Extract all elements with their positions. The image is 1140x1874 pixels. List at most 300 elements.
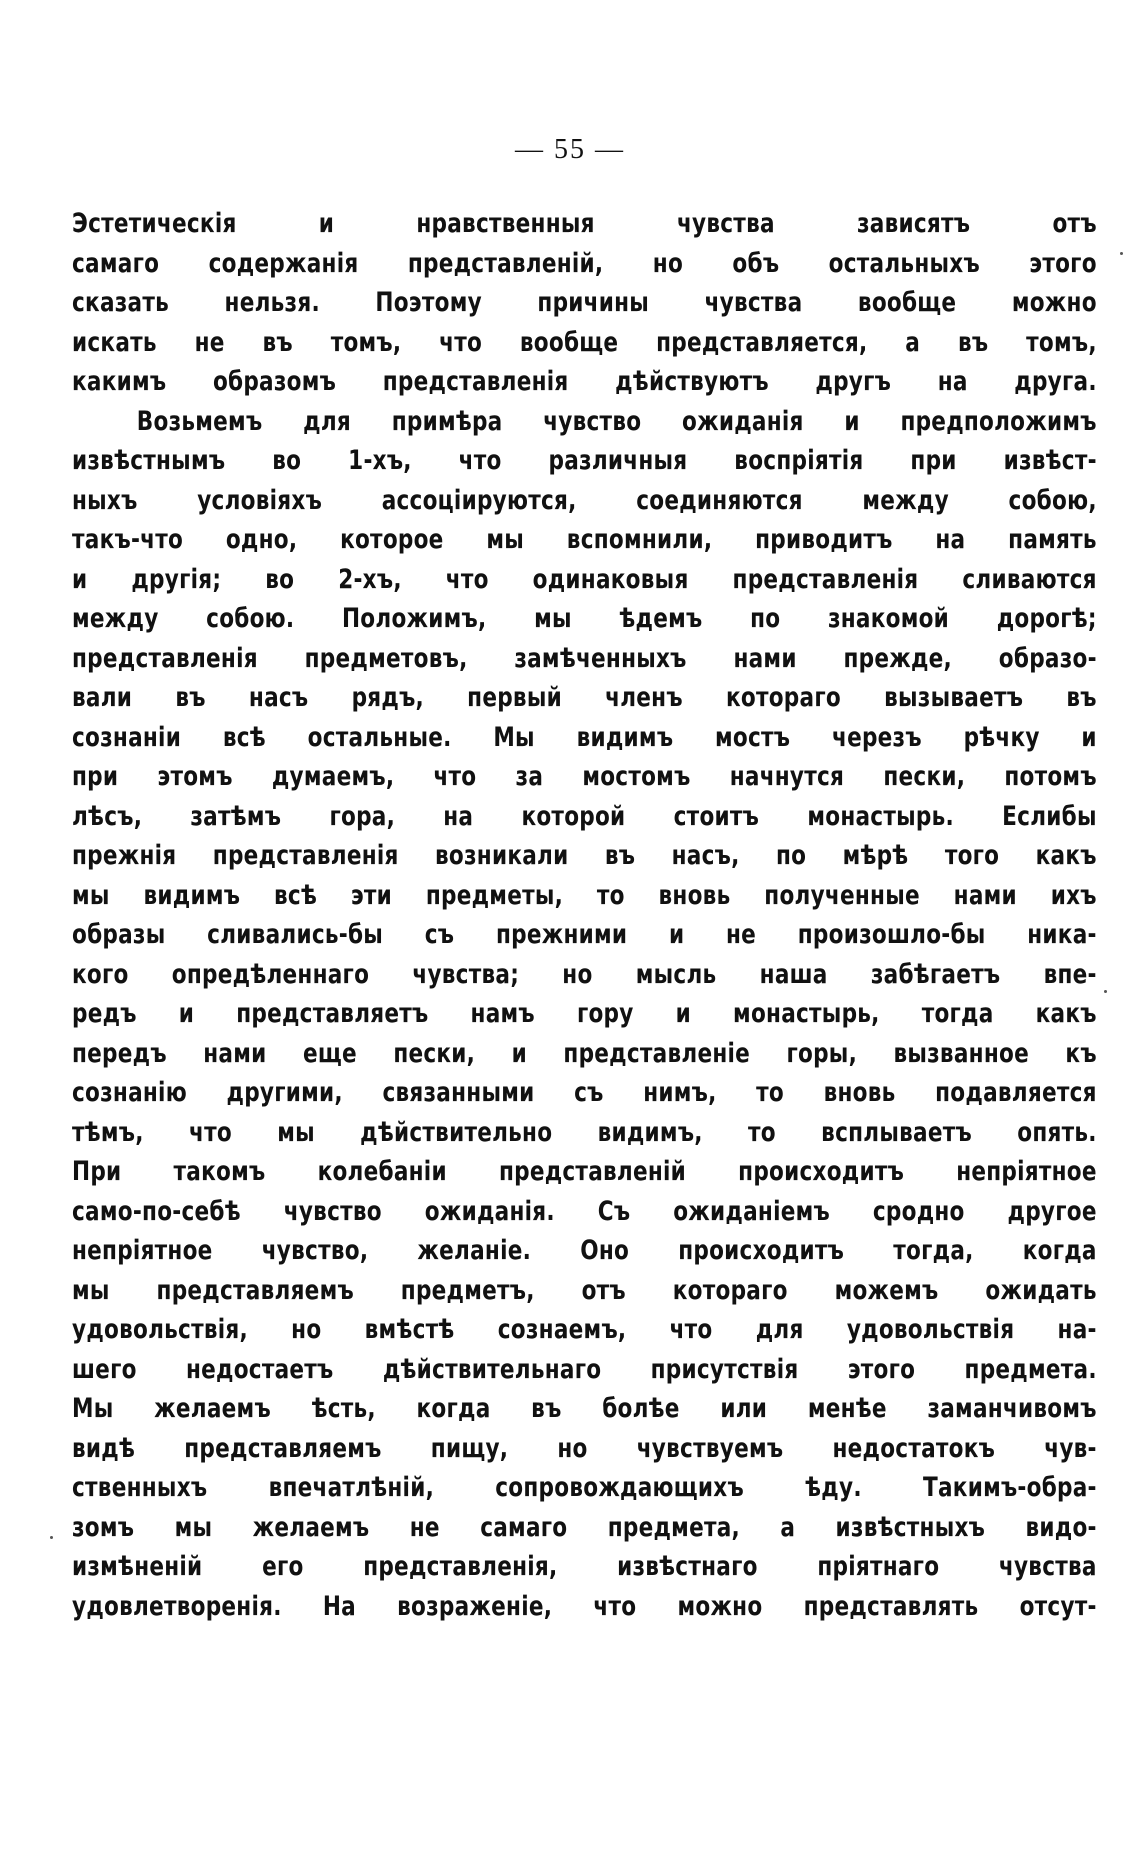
word: На [322,1590,356,1622]
word: видимъ [143,879,241,911]
word: видимъ [576,721,674,753]
word: причины [537,287,650,318]
word: нравственныя [416,208,595,239]
word: насъ [248,682,309,713]
word: такъ-что [72,524,184,555]
word: передъ [72,1037,167,1069]
word: представленія, [363,1551,558,1582]
word: и [178,998,195,1029]
word: котораго [672,1274,788,1306]
word: чувства [704,287,803,318]
word: что [445,563,489,595]
text-line [72,204,1097,244]
word: чувства [998,1551,1097,1582]
word: Такимъ-обра- [923,1472,1097,1503]
word: для [303,405,351,437]
word: вали [72,682,133,713]
page-number: — 55 — [515,134,625,165]
print-speck [1104,990,1107,993]
word: чувства [676,208,775,239]
word: удовлетворенія. [72,1590,282,1622]
word: образо- [998,642,1097,674]
word: представленія [732,563,919,595]
word: между [862,484,949,516]
word: монастырь, [733,998,880,1029]
word: удовольствія, [72,1314,248,1345]
word: и [72,563,88,595]
word: желаніе. [417,1235,532,1266]
word: ственныхъ [72,1472,208,1503]
text-line [72,678,1097,718]
word: другъ [815,366,892,397]
word: не [726,919,757,950]
word: нами [953,879,1017,911]
word: съ [574,1077,604,1108]
word: нами [203,1037,267,1069]
text-line [72,1350,1097,1390]
word: на [937,366,968,397]
word: образы [72,919,166,950]
word: всѣ [273,879,318,911]
word: другія; [131,563,222,595]
word: ѣду. [805,1472,862,1503]
word: и [668,919,685,950]
word: менѣе [807,1393,887,1424]
word: вообще [519,326,619,358]
word: вмѣстѣ [364,1314,455,1345]
word: то [748,1116,776,1148]
word: этого [1029,247,1097,279]
text-line [72,876,1097,916]
text-line [72,362,1097,402]
word: что [458,445,502,476]
word: стоитъ [673,800,760,832]
word: такомъ [173,1156,266,1187]
word: и [318,208,335,239]
word: къ [1065,1037,1097,1069]
word: нимъ, [643,1077,717,1108]
word: мы [277,1116,315,1148]
word: предположимъ [900,405,1097,437]
text-line [72,1310,1097,1350]
word: предмета. [964,1353,1097,1385]
word: прежнія [72,840,177,871]
word: представленія [382,366,569,397]
word: на [935,524,966,555]
word: сознанію [72,1077,187,1108]
word: но [652,247,684,279]
word: остальныхъ [828,247,980,279]
word: вызываетъ [884,682,1024,713]
word: представляемъ [156,1274,354,1306]
word: замѣченныхъ [514,642,687,674]
word: отъ [1052,208,1097,239]
word: извѣстныхъ [835,1511,986,1543]
word: не [409,1511,440,1543]
word: представляется, [656,326,868,358]
word: видо- [1025,1511,1097,1543]
word: чувствуемъ [636,1432,784,1464]
text-line [72,481,1097,521]
word: предметы, [425,879,564,911]
word: недостаетъ [185,1353,334,1385]
word: всѣ [222,721,266,753]
word: гора, [329,800,396,832]
word: кого [72,958,129,990]
word: этомъ [157,761,233,792]
word: что [189,1116,232,1148]
word: дѣйствительнаго [382,1353,602,1385]
word: этого [847,1353,916,1385]
word: рядъ, [351,682,424,713]
word: возраженіе, [397,1590,553,1622]
word: сознаемъ, [497,1314,627,1345]
word: гору [576,998,634,1029]
word: какъ [1035,998,1097,1029]
word: забѣгаетъ [870,958,1001,990]
word: вновь [823,1077,896,1108]
word: ожиданія. [424,1195,555,1227]
word: можно [1011,287,1097,318]
word: его [262,1551,304,1582]
word: того [944,840,1000,871]
word: мы [72,879,110,911]
word: сливаются [962,563,1097,595]
word: тогда [921,998,994,1029]
word: представлять [803,1590,979,1622]
word: впечатлѣній, [268,1472,435,1503]
text-line [72,718,1097,758]
word: условіяхъ [197,484,323,516]
word: одинаковыя [532,563,689,595]
word: можемъ [834,1274,939,1306]
text-line [72,1231,1097,1271]
body-text [72,204,1097,1626]
text-line [72,797,1097,837]
word: когда [1022,1235,1097,1266]
word: и [844,405,860,437]
word: Эстетическія [72,208,237,239]
word: различныя [548,445,688,476]
word: прежними [495,919,628,950]
text-line [72,1508,1097,1548]
word: въ [957,326,989,358]
word: Возьмемъ [136,405,263,437]
word: ѣсть, [311,1393,376,1424]
word: при [72,761,119,792]
text-line [72,402,1097,442]
word: приводитъ [755,524,893,555]
word: полученные [764,879,920,911]
word: чув- [1044,1432,1097,1464]
word: шего [72,1353,137,1385]
word: чувство [283,1195,382,1227]
word: мостомъ [582,761,691,792]
word: искать [72,326,157,358]
word: при [910,445,957,476]
word: отъ [581,1274,626,1306]
word: ныхъ [72,484,138,516]
word: начнутся [729,761,845,792]
word: непріятное [72,1235,213,1266]
word: вообще [857,287,957,318]
word: что [433,761,477,792]
word: удовольствія [846,1314,1015,1345]
word: сливались-бы [207,919,384,950]
text-line [72,836,1097,876]
word: Съ [597,1195,631,1227]
word: что [669,1314,713,1345]
word: а [780,1511,796,1543]
word: сопровождающихъ [495,1472,744,1503]
text-line [72,520,1097,560]
text-line [72,955,1097,995]
word: томъ, [330,326,402,358]
word: сказать [72,287,170,318]
word: думаемъ, [271,761,395,792]
word: въ [531,1393,562,1424]
word: чувство, [261,1235,369,1266]
word: недостатокъ [832,1432,996,1464]
word: пески, [883,761,966,792]
word: мы [72,1274,110,1306]
word: зомъ [72,1511,135,1543]
word: ника- [1027,919,1097,950]
word: 1-хъ, [348,445,412,476]
text-line [72,599,1097,639]
word: во [272,445,302,476]
word: зависятъ [857,208,971,239]
word: связанными [382,1077,535,1108]
word: 2-хъ, [338,563,402,595]
word: чувства; [412,958,520,990]
word: Мы [72,1393,114,1424]
text-line [72,1073,1097,1113]
word: Поэтому [375,287,482,318]
word: подавляется [935,1077,1097,1108]
word: собою. [206,603,295,634]
word: монастырь. [807,800,954,832]
text-line [72,1429,1097,1469]
word: извѣстнаго [617,1551,758,1582]
text-line [72,757,1097,797]
word: какимъ [72,366,167,397]
text-line [72,1034,1097,1074]
text-line [72,915,1097,955]
word: на- [1057,1314,1097,1345]
word: по [775,840,807,871]
word: въ [175,682,206,713]
word: память [1008,524,1097,555]
word: самаго [480,1511,568,1543]
word: тогда, [893,1235,974,1266]
word: мостъ [715,721,791,753]
text-line [72,1152,1097,1192]
word: извѣстнымъ [72,445,226,476]
word: воспріятія [734,445,864,476]
word: рѣчку [963,721,1040,753]
word: измѣненій [72,1551,203,1582]
print-speck [1120,252,1123,255]
word: представленія [212,840,399,871]
word: другими, [226,1077,343,1108]
word: Положимъ, [341,603,487,634]
word: дорогѣ; [996,603,1097,634]
word: происходитъ [678,1235,845,1266]
word: желаемъ [154,1393,271,1424]
word: мы [534,603,572,634]
text-line [72,1113,1097,1153]
text-line [72,1192,1097,1232]
word: вновь [658,879,731,911]
word: отсут- [1019,1590,1097,1622]
text-line [72,994,1097,1034]
text-line [72,244,1097,284]
word: Мы [493,721,535,753]
word: насъ, [671,840,740,871]
word: впе- [1043,958,1097,990]
word: членъ [605,682,683,713]
word: которой [521,800,626,832]
word: пріятнаго [817,1551,940,1582]
word: примѣра [391,405,503,437]
word: представленія [72,642,258,674]
word: ассоціируются, [381,484,577,516]
word: томъ, [1026,326,1097,358]
word: во [265,563,295,595]
word: намъ [470,998,535,1029]
word: ѣдемъ [619,603,703,634]
word: видимъ, [597,1116,703,1148]
word: пески, [393,1037,476,1069]
word: образомъ [212,366,337,397]
word: чувство [543,405,642,437]
word: видѣ [72,1432,136,1464]
text-line [72,1468,1097,1508]
text-line [72,639,1097,679]
word: Оно [580,1235,630,1266]
word: собою, [1008,484,1097,516]
word: наша [759,958,828,990]
word: мы [486,524,525,555]
word: сознаніи [72,721,182,753]
word: пищу, [430,1432,509,1464]
word: самаго [72,247,160,279]
word: нельзя. [224,287,320,318]
word: опредѣленнаго [171,958,370,990]
word: а [905,326,921,358]
text-line [72,1389,1097,1429]
word: съ [424,919,455,950]
word: вызванное [893,1037,1029,1069]
word: можно [677,1590,763,1622]
word: затѣмъ [190,800,282,832]
word: желаемъ [252,1511,370,1543]
word: эти [350,879,393,911]
word: и [511,1037,527,1069]
word: мы [174,1511,213,1543]
word: на [443,800,474,832]
word: соединяются [636,484,803,516]
word: всплываетъ [821,1116,972,1148]
word: ожидать [985,1274,1097,1306]
word: предметъ, [400,1274,535,1306]
word: предметовъ, [304,642,468,674]
word: знакомой [827,603,950,634]
text-line [72,1547,1097,1587]
print-speck [50,1536,53,1539]
word: заманчивомъ [927,1393,1097,1424]
word: черезъ [832,721,922,753]
word: одно, [225,524,298,555]
word: тѣмъ, [72,1116,144,1148]
text-line [72,323,1097,363]
word: ожиданія [682,405,804,437]
word: мѣрѣ [842,840,909,871]
word: представленій, [407,247,604,279]
word: объ [732,247,780,279]
text-line [72,441,1097,481]
word: но [562,958,593,990]
word: друга. [1014,366,1097,397]
word: которое [340,524,444,555]
word: содержанія [208,247,359,279]
word: но [291,1314,322,1345]
word: не [194,326,225,358]
word: произошло-бы [797,919,986,950]
word: когда [416,1393,491,1424]
word: вспомнили, [566,524,713,555]
word: При [72,1156,122,1187]
word: представленій [498,1156,687,1187]
text-line [72,283,1097,323]
word: присутствія [650,1353,799,1385]
word: ожиданіемъ [673,1195,830,1227]
word: дѣйствительно [360,1116,553,1148]
word: какъ [1035,840,1097,871]
word: еще [302,1037,357,1069]
text-line [72,1271,1097,1311]
word: горы, [786,1037,858,1069]
text-line [72,560,1097,600]
word: представленіе [563,1037,751,1069]
word: остальные. [307,721,452,753]
word: потомъ [1004,761,1097,792]
word: предмета, [607,1511,740,1543]
word: котораго [725,682,841,713]
word: сродно [872,1195,965,1227]
word: другое [1007,1195,1097,1227]
word: болѣе [602,1393,680,1424]
word: представляемъ [184,1432,382,1464]
word: но [557,1432,588,1464]
word: и [675,998,691,1029]
word: между [72,603,159,634]
word: въ [262,326,293,358]
word: въ [604,840,636,871]
word: дѣйствуютъ [615,366,769,397]
word: редъ [72,998,137,1029]
word: само-по-себѣ [72,1195,241,1227]
word: лѣсъ, [72,800,143,832]
word: происходитъ [738,1156,905,1187]
word: первый [467,682,562,713]
word: прежде, [843,642,952,674]
text-line [72,1587,1097,1627]
word: то [596,879,625,911]
word: опять. [1017,1116,1097,1148]
word: ихъ [1050,879,1097,911]
